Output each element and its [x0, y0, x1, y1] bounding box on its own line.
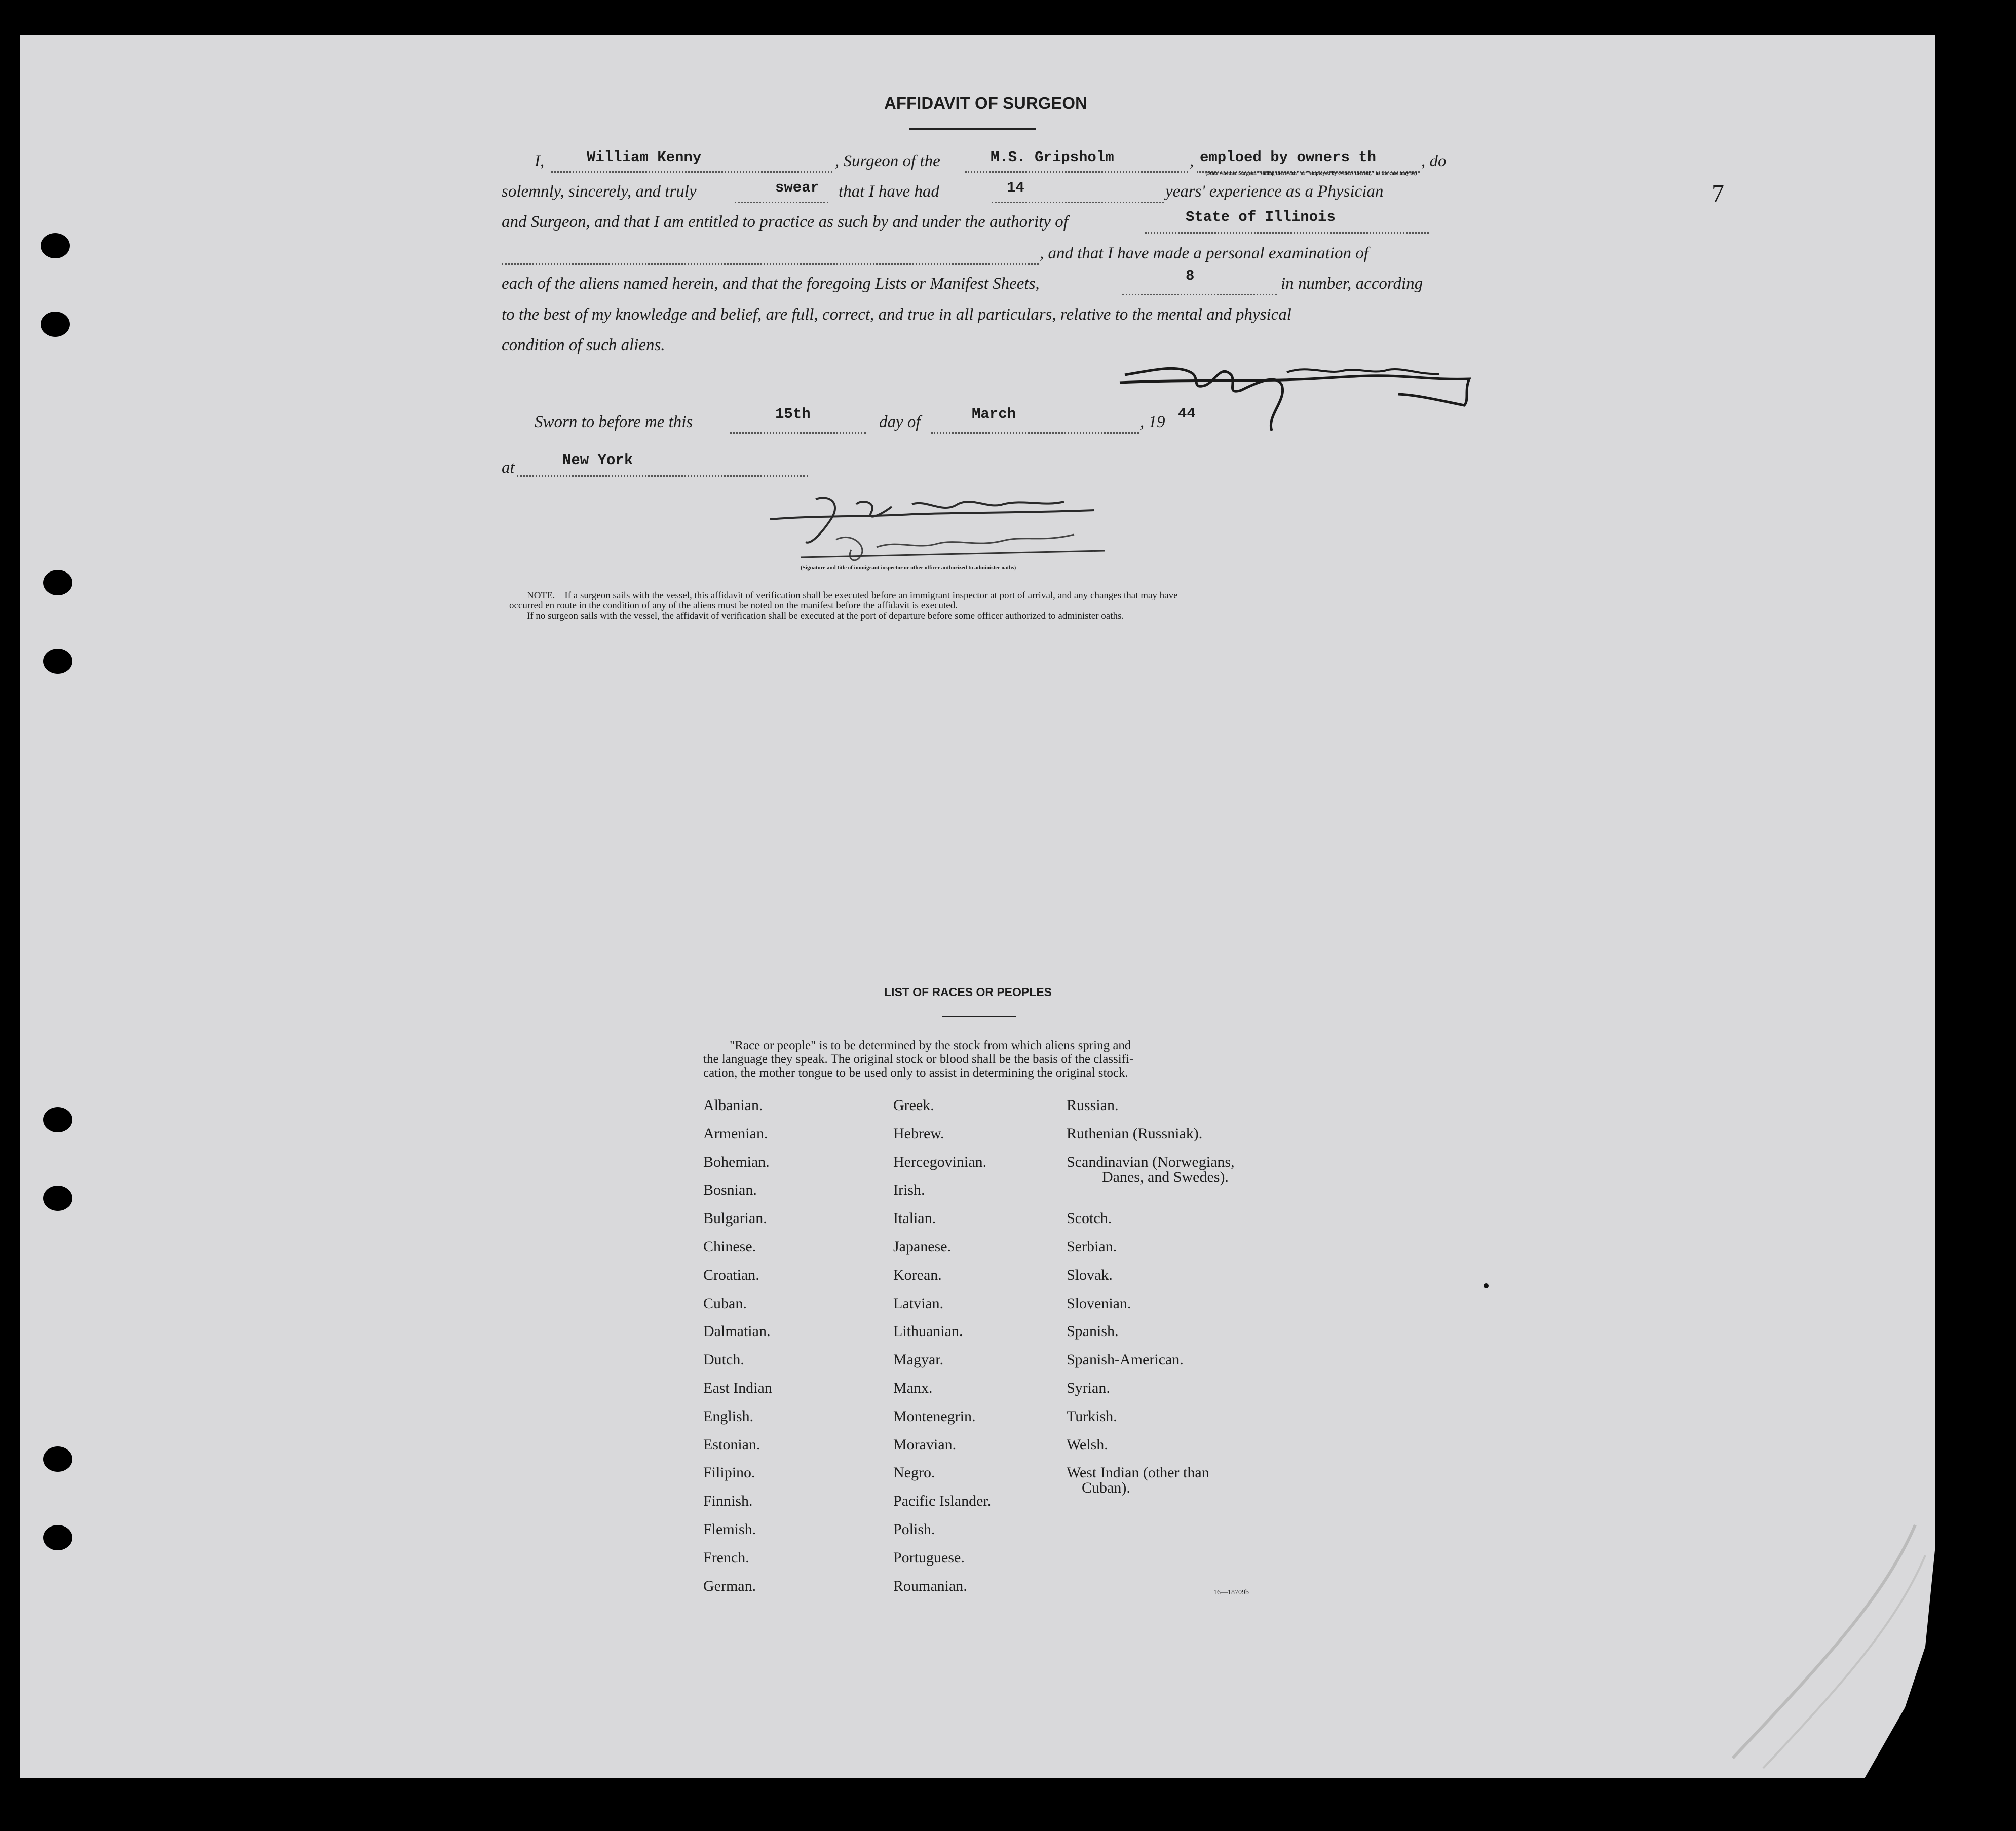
- races-title-rule: [942, 1016, 1016, 1017]
- race-item: Turkish.: [1067, 1407, 1117, 1425]
- race-item: Chinese.: [703, 1238, 756, 1255]
- text-personal-examination: , and that I have made a personal examination of: [1040, 244, 1368, 262]
- race-item: Serbian.: [1067, 1238, 1117, 1255]
- place-field: [517, 452, 808, 477]
- race-item: Bohemian.: [703, 1153, 770, 1170]
- race-item: Magyar.: [893, 1351, 944, 1368]
- race-item: Polish.: [893, 1521, 935, 1538]
- worn-corner: [1672, 1495, 1941, 1778]
- employment-note: (State whether Surgeon "sailing therewith" or "employed by owners thereof," as the case may be): [1205, 171, 1417, 176]
- race-item: Lithuanian.: [893, 1323, 963, 1340]
- text-surgeon-of-the: , Surgeon of the: [835, 152, 940, 170]
- ship-field: [965, 149, 1188, 173]
- text-years-experience: years' experience as a Physician: [1165, 182, 1384, 201]
- race-item: Ruthenian (Russniak).: [1067, 1125, 1203, 1142]
- race-item: French.: [703, 1549, 749, 1566]
- punch-hole: [43, 649, 72, 674]
- race-item: Flemish.: [703, 1521, 756, 1538]
- authority-value: State of Illinois: [1186, 209, 1336, 225]
- text-condition: condition of such aliens.: [502, 336, 665, 354]
- note-line-3: If no surgeon sails with the vessel, the affidavit of verification shall be executed at the port of departure before some officer authorized to administer oaths.: [527, 611, 1124, 621]
- race-item: Dutch.: [703, 1351, 744, 1368]
- oath-value: swear: [775, 179, 820, 196]
- punch-hole: [43, 1525, 72, 1550]
- scan-border: [1941, 0, 2016, 1831]
- punch-hole: [43, 1186, 72, 1211]
- race-item: Manx.: [893, 1380, 933, 1396]
- race-item: Scandinavian (Norwegians,: [1067, 1153, 1235, 1170]
- race-item: Albanian.: [703, 1097, 763, 1114]
- surgeon-name: William Kenny: [587, 149, 702, 166]
- text-and-surgeon: and Surgeon, and that I am entitled to practice as such by and under the authority of: [502, 213, 1068, 231]
- text-sworn: Sworn to before me this: [535, 413, 693, 431]
- race-item: Danes, and Swedes).: [1102, 1168, 1229, 1186]
- race-item: Irish.: [893, 1181, 925, 1199]
- name-field: [551, 149, 832, 173]
- race-item: Pacific Islander.: [893, 1493, 992, 1510]
- authority-continued-field: [502, 244, 1039, 265]
- race-item: Hercegovinian.: [893, 1153, 987, 1170]
- place-value: New York: [562, 452, 633, 469]
- race-item: Russian.: [1067, 1097, 1119, 1114]
- month-value: March: [972, 406, 1016, 423]
- race-item: East Indian: [703, 1380, 772, 1396]
- race-item: Spanish.: [1067, 1323, 1119, 1340]
- race-item: Italian.: [893, 1210, 936, 1227]
- race-item: Filipino.: [703, 1464, 755, 1481]
- race-item: Cuban).: [1082, 1479, 1130, 1497]
- punch-hole: [43, 1107, 72, 1132]
- page-number: 7: [1711, 179, 1724, 207]
- years-value: 14: [1007, 179, 1024, 196]
- text-that-i-have-had: that I have had: [839, 182, 939, 201]
- stray-mark: [1484, 1283, 1489, 1288]
- race-item: Bulgarian.: [703, 1210, 767, 1227]
- races-intro-2: the language they speak. The original stock or blood shall be the basis of the classifi-: [703, 1052, 1134, 1066]
- month-field: [931, 406, 1139, 434]
- form-number: 16—18709b: [1213, 1589, 1249, 1596]
- punch-hole: [43, 570, 72, 595]
- punch-hole: [43, 1446, 72, 1472]
- text-comma: ,: [1190, 152, 1194, 170]
- text-i: I,: [535, 152, 545, 170]
- authority-field: [1145, 209, 1429, 234]
- punch-hole: [41, 233, 70, 258]
- employment-value: emploed by owners th: [1200, 149, 1377, 166]
- years-field: [992, 179, 1164, 203]
- text-at: at: [502, 459, 515, 477]
- surgeon-signature: [1115, 345, 1479, 436]
- race-item: Spanish-American.: [1067, 1351, 1184, 1368]
- race-item: Estonian.: [703, 1436, 760, 1453]
- races-intro-3: cation, the mother tongue to be used only to assist in determining the original stock.: [703, 1066, 1128, 1080]
- year-value: 44: [1178, 405, 1196, 422]
- race-item: Korean.: [893, 1266, 942, 1283]
- note-line-2: occurred en route in the condition of any of the aliens must be noted on the manifest before the affidavit is executed.: [509, 600, 958, 611]
- text-do: , do: [1421, 152, 1447, 170]
- race-item: Negro.: [893, 1464, 935, 1481]
- race-item: Cuban.: [703, 1294, 747, 1312]
- race-item: Armenian.: [703, 1125, 768, 1142]
- ship-name: M.S. Gripsholm: [991, 149, 1114, 166]
- text-day-of: day of: [879, 413, 921, 431]
- text-best-of-knowledge: to the best of my knowledge and belief, are full, correct, and true in all particulars, relative to the mental and physical: [502, 306, 1291, 324]
- race-item: Slovenian.: [1067, 1294, 1131, 1312]
- race-item: Syrian.: [1067, 1380, 1110, 1396]
- note-line-1: NOTE.—If a surgeon sails with the vessel, this affidavit of verification shall be executed before an immigrant inspector at port of arrival, and any changes that may have: [527, 590, 1178, 601]
- sheets-field: [1122, 268, 1277, 295]
- races-title: LIST OF RACES OR PEOPLES: [884, 985, 1052, 999]
- document-page: [20, 35, 1935, 1778]
- race-item: Dalmatian.: [703, 1323, 771, 1340]
- punch-hole: [41, 312, 70, 337]
- race-item: Roumanian.: [893, 1577, 967, 1594]
- text-in-number: in number, according: [1281, 275, 1423, 293]
- races-intro-1: "Race or people" is to be determined by the stock from which aliens spring and: [730, 1039, 1131, 1052]
- race-item: Welsh.: [1067, 1436, 1108, 1453]
- race-item: Bosnian.: [703, 1181, 757, 1199]
- text-19: , 19: [1140, 413, 1165, 431]
- affidavit-title: AFFIDAVIT OF SURGEON: [884, 94, 1087, 112]
- text-each-alien: each of the aliens named herein, and that the foregoing Lists or Manifest Sheets,: [502, 275, 1040, 293]
- oath-field: [735, 179, 828, 203]
- race-item: Portuguese.: [893, 1549, 965, 1566]
- employment-field: [1197, 149, 1420, 173]
- race-item: Moravian.: [893, 1436, 957, 1453]
- inspector-caption: (Signature and title of immigrant inspector or other officer authorized to administer oaths): [801, 565, 1016, 571]
- text-solemnly: solemnly, sincerely, and truly: [502, 182, 697, 201]
- sheets-value: 8: [1186, 268, 1195, 284]
- inspector-signature: [760, 484, 1115, 573]
- race-item: Croatian.: [703, 1266, 759, 1283]
- day-field: [730, 406, 866, 434]
- race-item: Hebrew.: [893, 1125, 944, 1142]
- race-item: English.: [703, 1407, 754, 1425]
- title-rule: [909, 128, 1036, 130]
- race-item: West Indian (other than: [1067, 1464, 1209, 1481]
- race-item: Finnish.: [703, 1493, 753, 1510]
- race-item: Japanese.: [893, 1238, 952, 1255]
- race-item: German.: [703, 1577, 756, 1594]
- race-item: Scotch.: [1067, 1210, 1112, 1227]
- race-item: Latvian.: [893, 1294, 944, 1312]
- race-item: Slovak.: [1067, 1266, 1113, 1283]
- race-item: Greek.: [893, 1097, 934, 1114]
- day-value: 15th: [775, 406, 811, 423]
- race-item: Montenegrin.: [893, 1407, 976, 1425]
